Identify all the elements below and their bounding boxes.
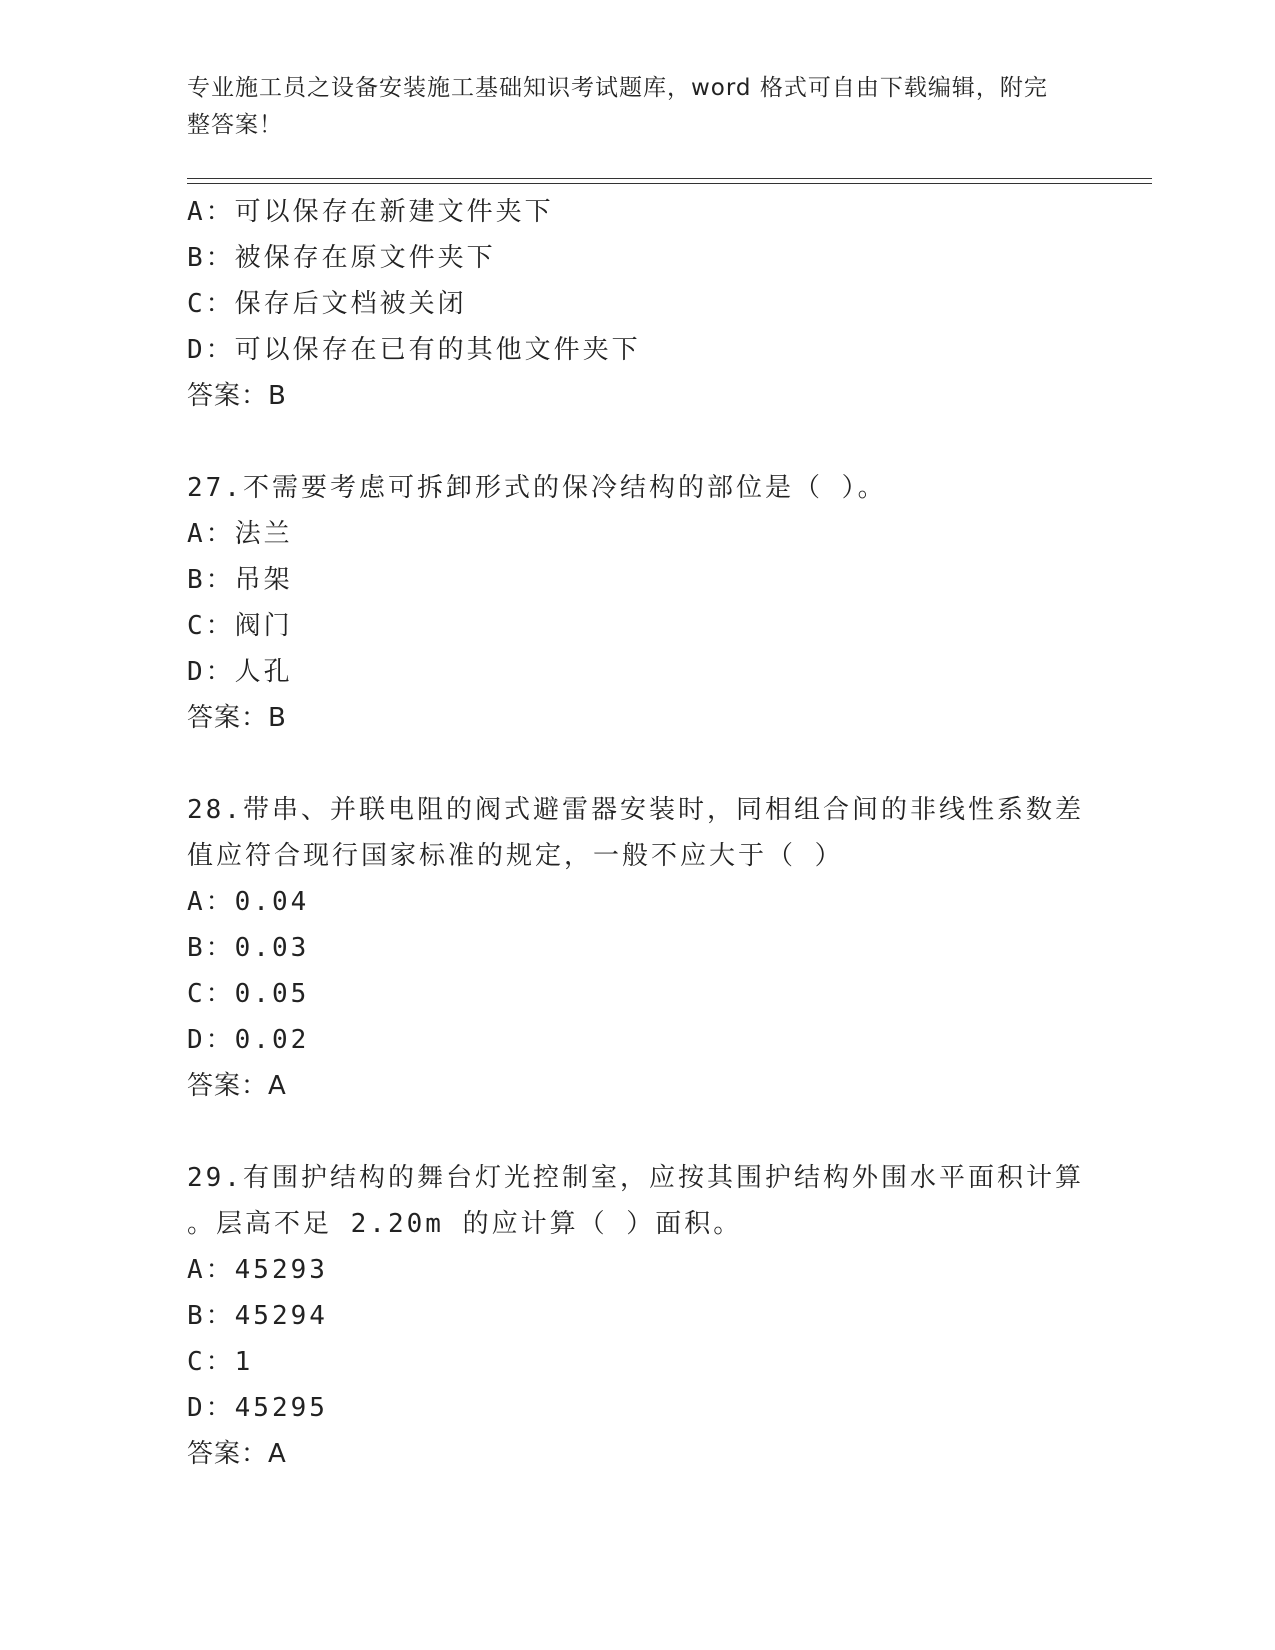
question-text: 27.不需要考虑可拆卸形式的保冷结构的部位是（ ）。	[187, 473, 887, 503]
header-rule-top	[187, 178, 1152, 179]
option-a: A：可以保存在新建文件夹下	[187, 197, 554, 227]
option-b: B：被保存在原文件夹下	[187, 243, 496, 273]
answer: 答案：B	[187, 703, 287, 733]
spacer	[187, 741, 1087, 787]
question-29	[187, 1155, 1087, 1477]
question-27	[187, 465, 1087, 741]
question-26	[187, 189, 1087, 419]
option-a: A：0.04	[187, 887, 310, 917]
option-d: D：可以保存在已有的其他文件夹下	[187, 335, 641, 365]
option-d: D：人孔	[187, 657, 293, 687]
spacer	[187, 419, 1087, 465]
option-a: A：法兰	[187, 519, 293, 549]
question-text: 。层高不足 2.20m 的应计算（ ）面积。	[187, 1209, 743, 1239]
header-line-1: 专业施工员之设备安装施工基础知识考试题库，word 格式可自由下载编辑，附完	[187, 75, 1048, 101]
option-c: C：0.05	[187, 979, 310, 1009]
question-text: 28.带串、并联电阻的阀式避雷器安装时，同相组合间的非线性系数差	[187, 795, 1084, 825]
option-b: B：吊架	[187, 565, 293, 595]
option-b: B：45294	[187, 1301, 328, 1331]
option-c: C：1	[187, 1347, 254, 1377]
option-a: A：45293	[187, 1255, 328, 1285]
answer: 答案：A	[187, 1071, 287, 1101]
header-line-2: 整答案！	[187, 112, 283, 138]
spacer	[187, 1109, 1087, 1155]
answer: 答案：B	[187, 381, 287, 411]
option-c: C：阀门	[187, 611, 293, 641]
question-list	[187, 189, 1087, 1477]
header-rule-bottom	[187, 183, 1152, 184]
option-d: D：45295	[187, 1393, 328, 1423]
answer: 答案：A	[187, 1439, 287, 1469]
question-28	[187, 787, 1087, 1109]
question-text: 值应符合现行国家标准的规定，一般不应大于（ ）	[187, 841, 844, 871]
option-c: C：保存后文档被关闭	[187, 289, 467, 319]
option-b: B：0.03	[187, 933, 310, 963]
option-d: D：0.02	[187, 1025, 310, 1055]
question-text: 29.有围护结构的舞台灯光控制室，应按其围护结构外围水平面积计算	[187, 1163, 1084, 1193]
document-header	[187, 70, 1067, 144]
